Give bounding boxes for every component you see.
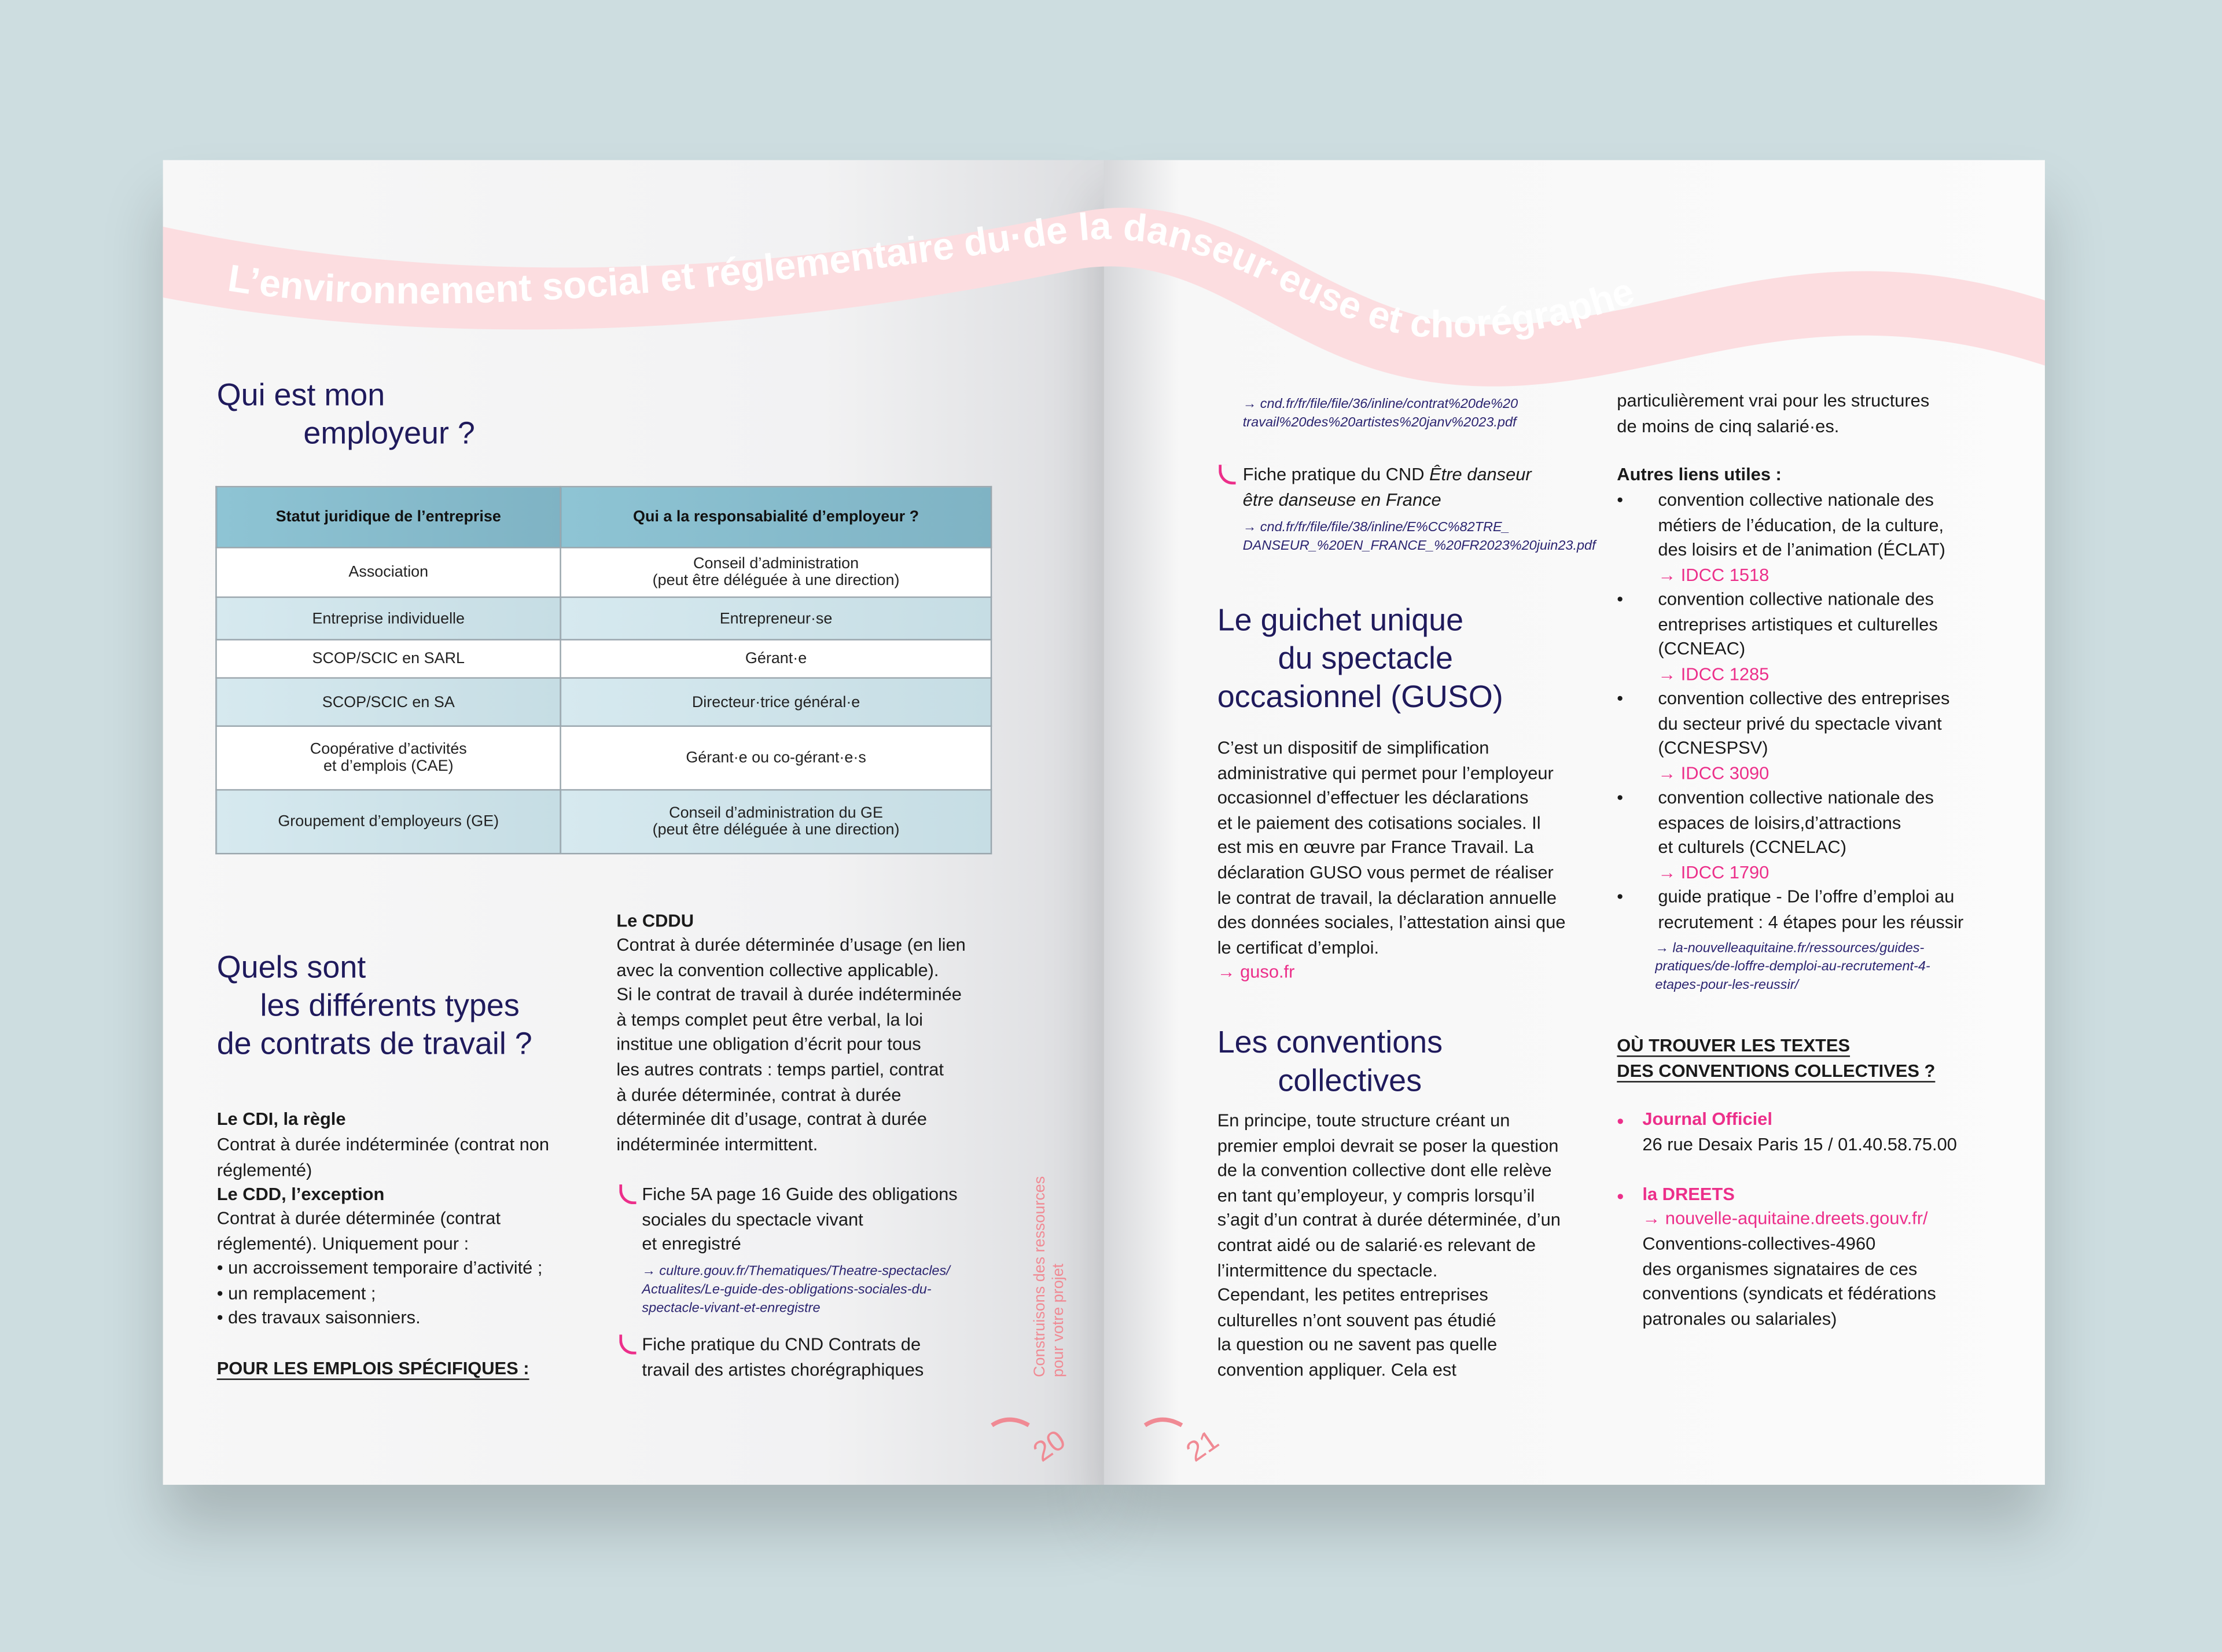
link-guso[interactable]: → guso.fr [1217,962,1295,982]
link-idcc[interactable]: → IDCC 1518 [1658,565,1769,586]
cdd-text: Contrat à durée déterminée (contrat réglementé). Uniquement pour : • un accroissement temporaire d’activité ; • un remplacement ; • des travaux saisonniers. [216,1208,543,1329]
journal-officiel-title: Journal Officiel [1642,1109,1772,1129]
link-idcc[interactable]: → IDCC 1790 [1658,863,1769,883]
page-number-left: 20 [1028,1425,1072,1469]
table-cell: Entrepreneur·se [561,597,991,639]
cddu-text: Contrat à durée déterminée d’usage (en lien avec la convention collective applicable). Si le contrat de travail à durée indéterminée à temps complet peut être verbal, la loi institue une obligation d’écrit pour tous les autres contrats : temps partiel, contrat à durée déterminée, contrat à durée déterminée dit d’usage, contrat à durée indéterminée intermittent. [616,935,966,1154]
table-row [216,790,991,853]
link-cnd-contrat[interactable]: → cnd.fr/fr/file/file/36/inline/contrat%20de%20 travail%20des%20artistes%20janv%2023.pdf [1242,396,1518,431]
other-links-list [1617,489,2028,999]
page-arc-icon [989,1414,1031,1434]
table-cell: Conseil d’administration (peut être déléguée à une direction) [561,547,991,597]
table-row [216,726,991,790]
link-culture-gouv[interactable]: → culture.gouv.fr/Thematiques/Theatre-spectacles/ Actualites/Le-guide-des-obligations-sociales-du- spectacle-vivant-et-enregistre [642,1264,950,1316]
link-idcc[interactable]: → IDCC 1285 [1658,664,1769,685]
table-row [216,597,991,639]
table-header: Qui a la responsabialité d’employeur ? [561,487,991,547]
table-cell: SCOP/SCIC en SARL [216,639,561,678]
table-cell: Groupement d’employeurs (GE) [216,790,561,853]
other-links-title: Autres liens utiles : [1617,465,1782,485]
cdi-text: Contrat à durée indéterminée (contrat non réglementé) [216,1135,550,1180]
list-item: • convention collective nationale des espaces de loisirs,d’attractions et culturels (CCNELAC) → IDCC 1790 [1617,786,2028,885]
list-item: • convention collective nationale des métiers de l’éducation, de la culture, des loisirs et de l’animation (ÉCLAT) → IDCC 1518 [1617,489,2028,588]
table-row [216,639,991,678]
guso-text: C’est un dispositif de simplification administrative qui permet pour l’employeur occasionnel d’effectuer les déclarations et le paiement des cotisations sociales. Il est mis en œuvre par France Travail. La déclaration GUSO vous permet de réaliser le contrat de travail, la déclaration annuelle des données sociales, l’attestation ainsi que le certificat d’emploi. [1217,738,1566,958]
table-row [216,547,991,597]
fiche-cnd-danseur: Fiche pratique du CND Être danseur être danseuse en France [1242,465,1532,510]
side-tagline: Construisons des ressources pour votre projet [1031,1176,1068,1377]
link-cnd-danseur[interactable]: → cnd.fr/fr/file/file/38/inline/E%CC%82TRE_ DANSEUR_%20EN_FRANCE_%20FR2023%20juin23.pdf [1242,520,1596,554]
fiche-guide-obligations: Fiche 5A page 16 Guide des obligations sociales du spectacle vivant et enregistré [642,1184,958,1254]
list-item: • convention collective nationale des entreprises artistiques et culturelles (CCNEAC) → IDCC 1285 [1617,588,2028,687]
link-idcc[interactable]: → IDCC 3090 [1658,763,1769,784]
employer-table [215,486,992,855]
heading-guso: Le guichet unique du spectacle occasionnel (GUSO) [1217,602,1503,715]
link-dreets[interactable]: → nouvelle-aquitaine.dreets.gouv.fr/ [1642,1208,1928,1228]
conventions-text: En principe, toute structure créant un premier emploi devrait se poser la question de la convention collective dont elle relève en tant qu’employeur, y compris lorsqu’il s’agit d’un contrat à durée déterminée, d’un contrat aidé ou de salarié·es relevant de l’intermittence du spectacle. Cependant, les petites entreprises culturelles n’ont souvent pas étudié la question ou ne savent pas quelle convention appliquer. Cela est [1217,1110,1561,1380]
heading-employer: Qui est mon employeur ? [216,377,475,451]
table-cell: Coopérative d’activités et d’emplois (CAE) [216,726,561,790]
heading-conventions: Les conventions collectives [1217,1024,1443,1098]
page-number-right: 21 [1181,1425,1225,1469]
where-title: OÙ TROUVER LES TEXTES DES CONVENTIONS COLLECTIVES ? [1617,1035,1936,1081]
list-item: • guide pratique - De l’offre d’emploi au recrutement : 4 étapes pour les réussir → la-nouvelleaquitaine.fr/ressources/guides- pratiques/de-loffre-demploi-au-recrutement-4- etapes-pour-les-reussir/ [1617,885,2028,999]
table-cell: Directeur·trice général·e [561,678,991,726]
table-cell: Association [216,547,561,597]
link-guide[interactable]: → la-nouvelleaquitaine.fr/ressources/guides- pratiques/de-loffre-demploi-au-recrutement-4- etapes-pour-les-reussir/ [1655,940,1930,994]
conventions-text-cont: particulièrement vrai pour les structures de moins de cinq salarié·es. [1617,391,1930,436]
journal-officiel-address: 26 rue Desaix Paris 15 / 01.40.58.75.00 [1642,1135,1957,1155]
cdi-title: Le CDI, la règle [216,1109,346,1129]
table-cell: Conseil d’administration du GE (peut être déléguée à une direction) [561,790,991,853]
heading-contracts: Quels sont les différents types de contrats de travail ? [216,949,532,1061]
specific-jobs-title: POUR LES EMPLOIS SPÉCIFIQUES : [216,1359,529,1379]
bullet-icon: • [1617,1109,1624,1132]
bullet-icon: • [1617,1184,1624,1208]
fiche-cnd-contrats: Fiche pratique du CND Contrats de travail des artistes chorégraphiques [642,1334,924,1379]
table-row [216,678,991,726]
banner-title: L’environnement social et réglementaire du·de la danseur·euse et chorégraphe [225,204,1640,347]
dreets-title: la DREETS [1642,1184,1735,1205]
table-cell: Gérant·e ou co-gérant·e·s [561,726,991,790]
title-banner [0,0,2222,425]
list-item: • convention collective des entreprises du secteur privé du spectacle vivant (CCNESPSV) → IDCC 3090 [1617,687,2028,786]
dreets-text: Conventions-collectives-4960 des organismes signataires de ces conventions (syndicats et fédérations patronales ou salariales) [1642,1234,1936,1329]
table-cell: SCOP/SCIC en SA [216,678,561,726]
cddu-title: Le CDDU [616,911,694,931]
table-cell: Gérant·e [561,639,991,678]
table-header: Statut juridique de l’entreprise [216,487,561,547]
page-arc-icon [1142,1414,1184,1434]
cdd-title: Le CDD, l’exception [216,1184,385,1205]
table-cell: Entreprise individuelle [216,597,561,639]
